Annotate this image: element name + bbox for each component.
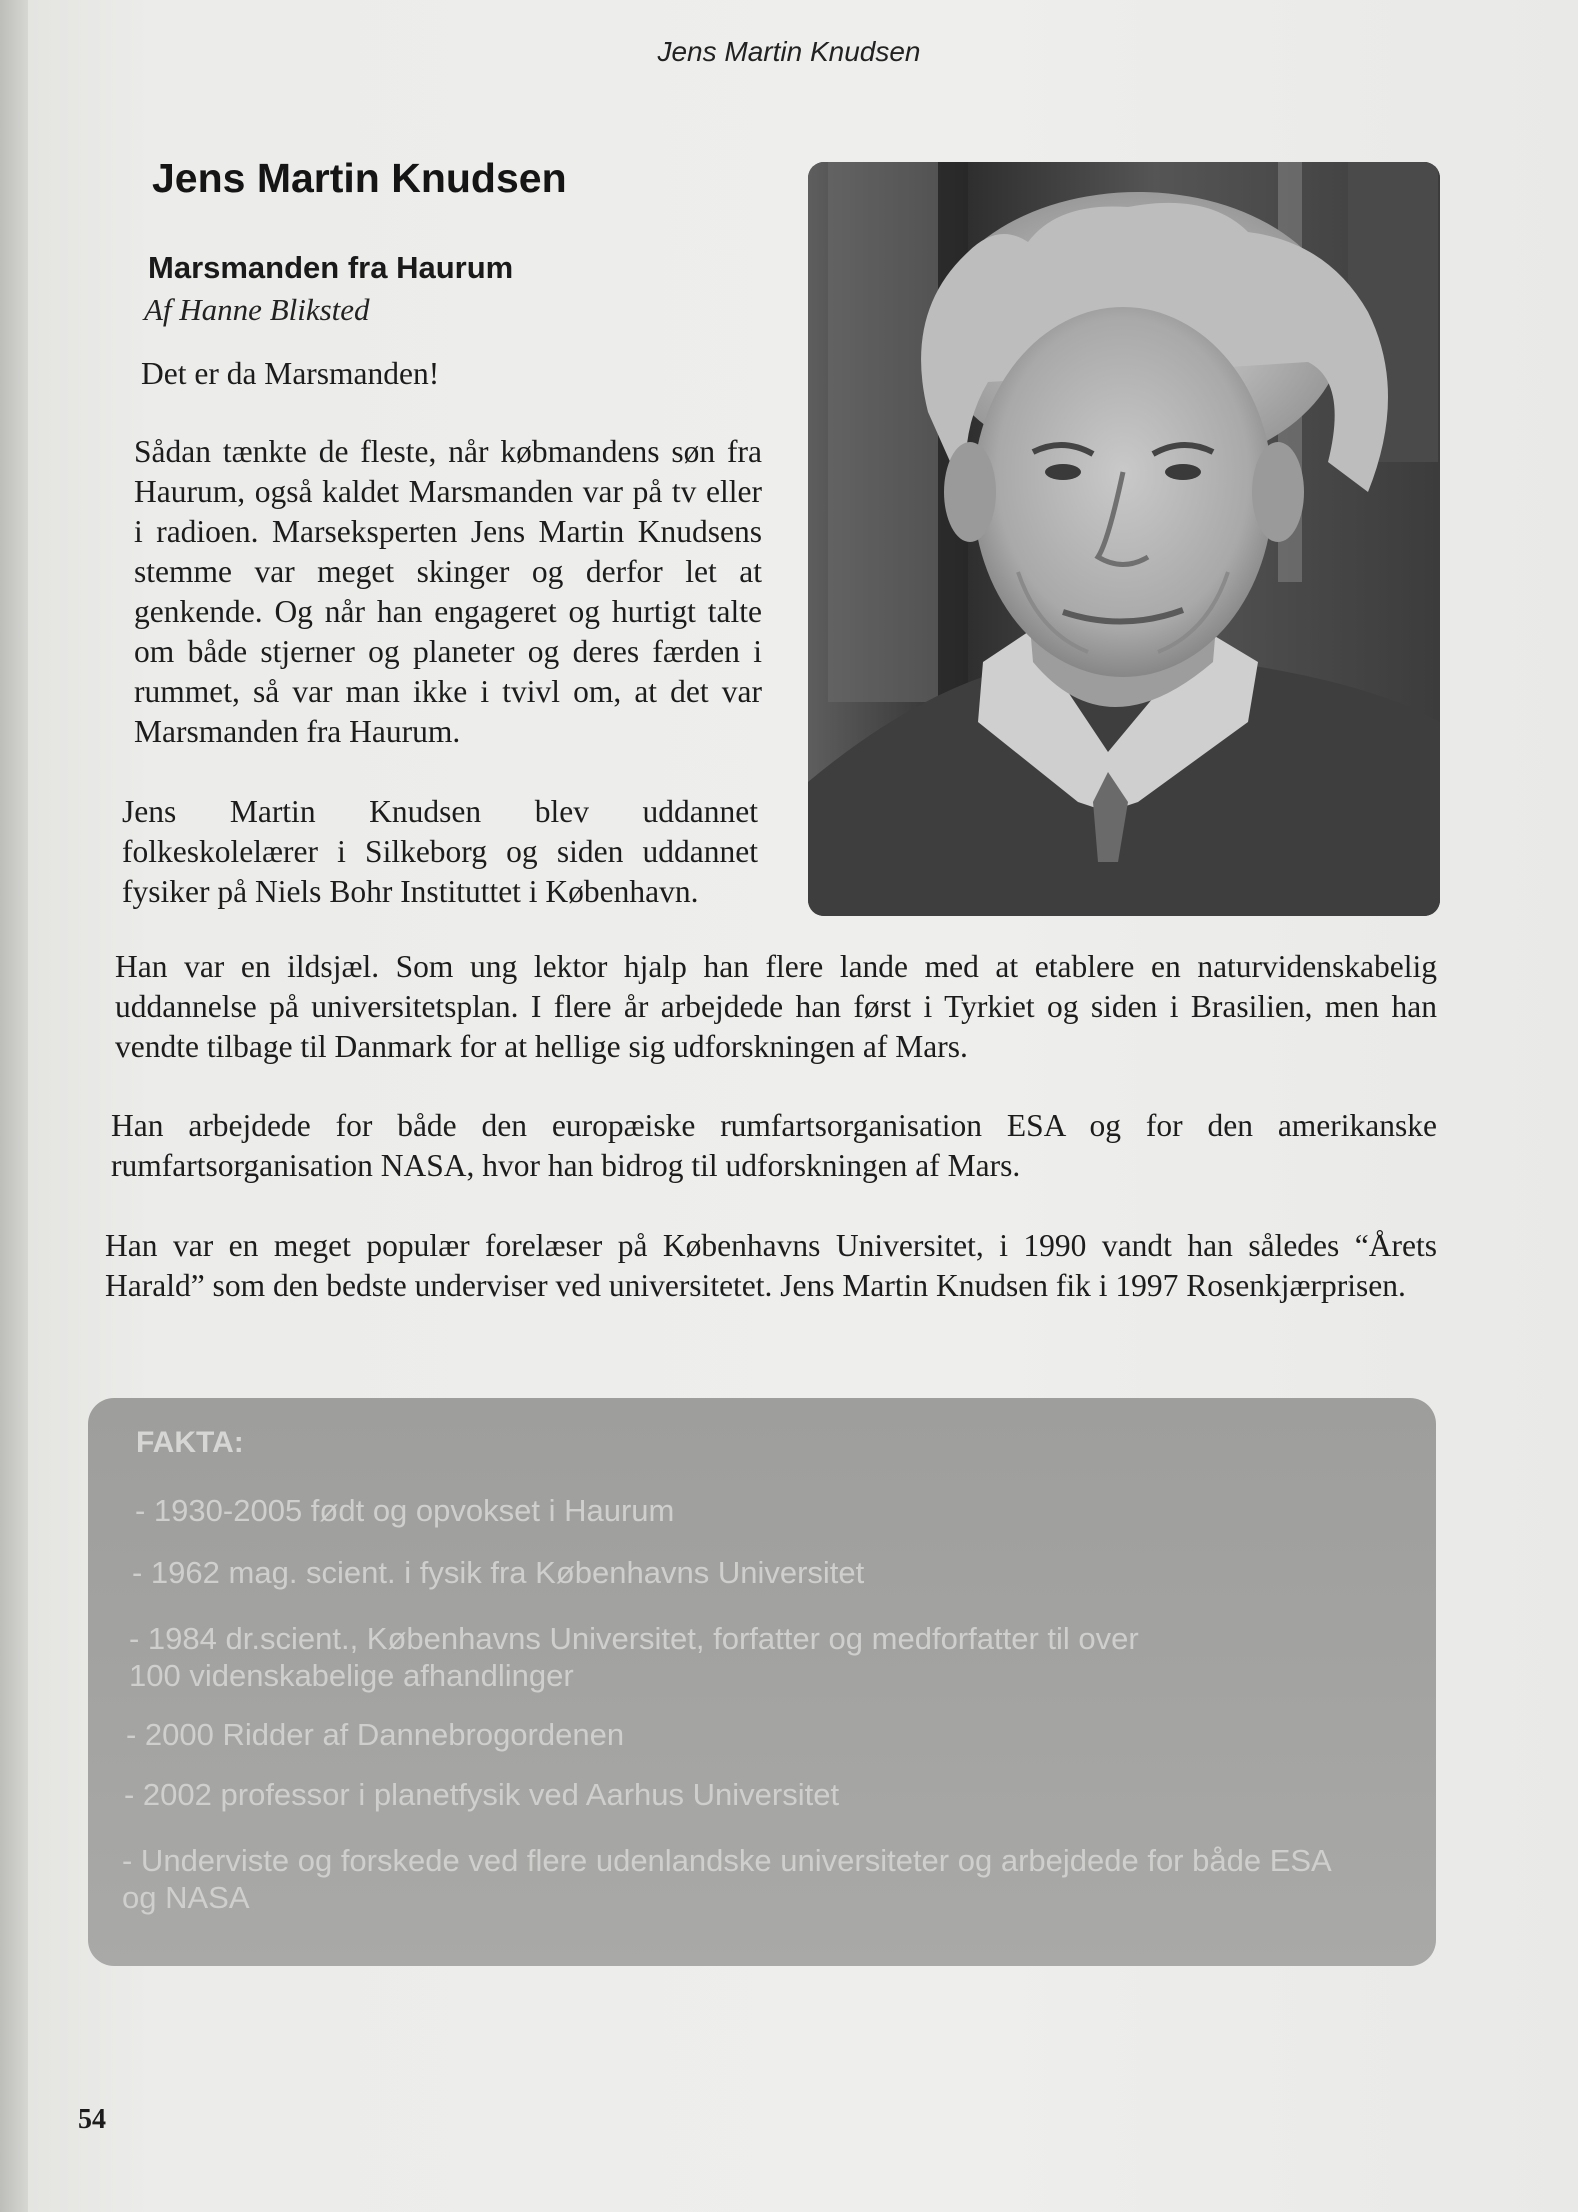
- fakta-box: [88, 1398, 1436, 1966]
- paragraph-body: Han var en meget populær forelæser på Københavns Universitet, i 1990 vandt han således “Årets Harald” som den bedste underviser ved universitetet. Jens Martin Knudsen fik i 1997 Rosenkjærprisen.: [105, 1228, 1437, 1303]
- fakta-item: - 2002 professor i planetfysik ved Aarhus Universitet: [124, 1777, 840, 1812]
- portrait-photo: [808, 162, 1440, 916]
- article-byline: Af Hanne Bliksted: [144, 292, 370, 327]
- paragraph-intro: Det er da Marsmanden!: [141, 356, 440, 391]
- article-title: Jens Martin Knudsen: [152, 155, 567, 201]
- running-header: Jens Martin Knudsen: [657, 36, 921, 67]
- fakta-item: - 1930-2005 født og opvokset i Haurum: [135, 1493, 675, 1528]
- paragraph-body: Jens Martin Knudsen blev uddannet folkeskolelærer i Silkeborg og siden uddannet fysiker på Niels Bohr Instituttet i København.: [122, 794, 758, 909]
- article-subtitle: Marsmanden fra Haurum: [148, 250, 514, 285]
- page-number: 54: [78, 2104, 106, 2135]
- paragraph-body: Sådan tænkte de fleste, når købmandens søn fra Haurum, også kaldet Marsmanden var på tv eller i radioen. Marseksperten Jens Martin Knudsens stemme var meget skinger og derfor let at genkende. Og når han engageret og hurtigt talte om både stjerner og planeter og deres færden i rummet, så var man ikke i tvivl om, at det var Marsmanden fra Haurum.: [134, 434, 762, 749]
- paragraph-body: Han var en ildsjæl. Som ung lektor hjalp han flere lande med at etablere en naturvidenskabelig uddannelse på universitetsplan. I flere år arbejdede han først i Tyrkiet og siden i Brasilien, men han vendte tilbage til Danmark for at hellige sig udforskningen af Mars.: [115, 949, 1437, 1064]
- fakta-item: - 2000 Ridder af Dannebrogordenen: [126, 1717, 625, 1752]
- fakta-item: - Underviste og forskede ved flere udenlandske universiteter og arbejdede for både ESA og NASA: [122, 1843, 1331, 1915]
- paragraph-body: Han arbejdede for både den europæiske rumfartsorganisation ESA og for den amerikanske rumfartsorganisation NASA, hvor han bidrog til udforskningen af Mars.: [111, 1108, 1437, 1183]
- fakta-item: - 1962 mag. scient. i fysik fra Københavns Universitet: [132, 1555, 865, 1590]
- fakta-item: - 1984 dr.scient., Københavns Universitet, forfatter og medforfatter til over 100 videnskabelige afhandlinger: [129, 1621, 1139, 1693]
- fakta-title: FAKTA:: [136, 1426, 244, 1459]
- page-edge: [0, 0, 28, 2212]
